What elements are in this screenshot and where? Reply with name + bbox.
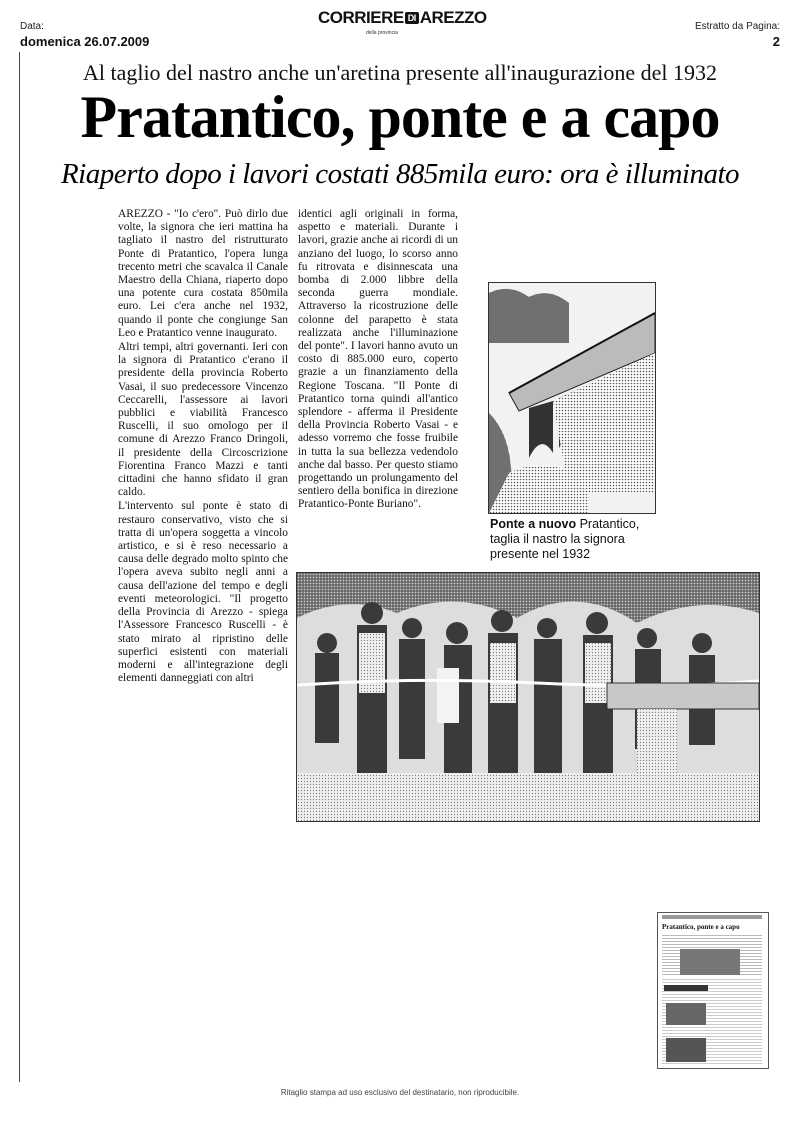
date-label: Data: <box>20 21 44 32</box>
left-margin-rule <box>19 52 20 1082</box>
thumb-box-header <box>664 985 708 991</box>
paragraph: L'intervento sul ponte è stato di restauro conservativo, visto che si tratta di un'opera soggetta a vincolo artistico, e si è reso necessario a causa delle degrado molto spinto che l'opera aveva subito negli anni a causa dell'azione del tempo e degli eventi meteorologici. "Il progetto della Provincia di Arezzo - spiega l'Assessore Francesco Ruscelli - è stato mirato al ripristino delle superfici esistenti con materiali moderni e all'integrazione degli elementi danneggiati con altri <box>118 500 288 685</box>
photo-caption <box>490 517 660 562</box>
masthead-right: AREZZO <box>419 8 487 27</box>
thumb-masthead <box>662 915 762 919</box>
masthead-di: DI <box>405 12 419 24</box>
article-headline: Pratantico, ponte e a capo <box>80 84 720 150</box>
paragraph: identici agli originali in forma, aspetto e materiali. Durante i lavori, grazie anche ai ricordi di un anziano del luogo, lo scorso anno fu ritrovata e disinnescata una bomba di 2.000 libbre della seconda guerra mondiale. Attraverso la ricostruzione delle colonne del parapetto è stata realizzata anche l'illuminazione del ponte". I lavori hanno avuto un costo di 885.000 euro, coperto grazie a un finanziamento della Regione Toscana. "Il Ponte di Pratantico torna quindi all'antico splendore - afferma il Presidente della Provincia Roberto Vasai - e adesso vorremo che fosse fruibile in tutta la sua bellezza vedendolo anche dal basso. Per questo stiamo progettando un prolungamento del sentiero della bonifica in direzione Pratantico-Ponte Buriano". <box>298 208 458 511</box>
bridge-photo <box>488 282 656 514</box>
paragraph: Altri tempi, altri governanti. Ieri con la signora di Pratantico c'erano il presidente della provincia Roberto Vasai, il suo predecessore Vincenzo Ceccarelli, l'assessore ai lavori pubblici e viabilità Francesco Ruscelli, il suo omologo per il comune di Arezzo Franco Dringoli, il presidente della Circoscrizione Fiorentina Franco Mazzi e tanti cittadini che hanno sfidato il gran caldo. <box>118 341 288 499</box>
date-value: domenica 26.07.2009 <box>20 34 150 49</box>
paragraph: AREZZO - "Io c'ero". Può dirlo due volte, la signora che ieri mattina ha tagliato il nastro del ristrutturato Ponte di Pratantico, l'opera lunga trecento metri che scavalca il Canale Maestro della Chiana, riaperto dopo una potente cura costata 850mila euro. Lei c'era anche nel 1932, quando il ponte che congiunge San Leo e Pratantico venne inaugurato. <box>118 208 288 339</box>
page-number: 2 <box>772 34 780 49</box>
ceremony-photo <box>296 572 760 822</box>
article-column-1 <box>118 208 288 685</box>
masthead-subtitle: della provincia <box>366 30 398 36</box>
ceremony-photo-graphic <box>297 573 759 821</box>
caption-bold: Ponte a nuovo <box>490 517 577 531</box>
article-kicker: Al taglio del nastro anche un'aretina presente all'inaugurazione del 1932 <box>82 60 718 85</box>
footer-notice: Ritaglio stampa ad uso esclusivo del destinatario, non riproducibile. <box>280 1088 520 1097</box>
caption-text: Pratantico, taglia il nastro la signora presente nel 1932 <box>490 517 640 561</box>
article-subhead: Riaperto dopo i lavori costati 885mila euro: ora è illuminato <box>60 158 740 190</box>
masthead-logo <box>318 8 488 32</box>
article-column-2 <box>298 208 458 512</box>
thumb-photo <box>680 949 740 975</box>
thumb-photo-3 <box>666 1038 706 1062</box>
thumb-headline: Pratantico, ponte e a capo <box>662 923 740 931</box>
masthead-left: CORRIERE <box>318 8 404 27</box>
page-label: Estratto da Pagina: <box>694 21 780 32</box>
page-thumbnail <box>657 912 769 1069</box>
bridge-photo-graphic <box>489 283 655 513</box>
thumb-photo-2 <box>666 1003 706 1025</box>
